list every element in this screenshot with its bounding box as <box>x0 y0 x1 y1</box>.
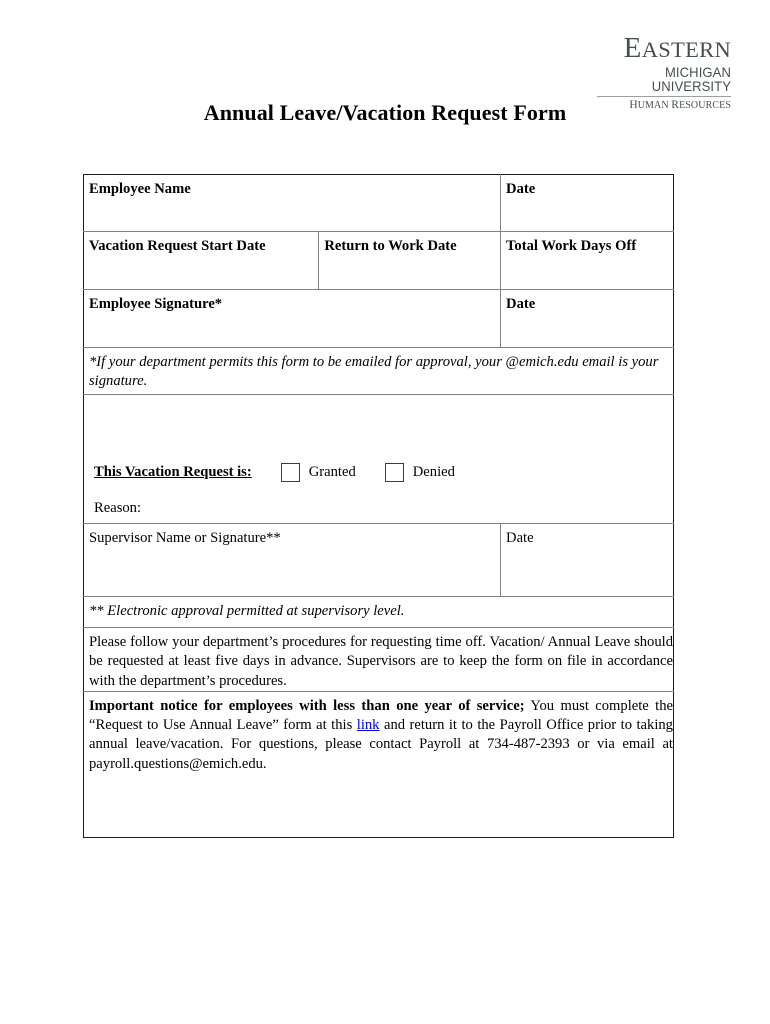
label-granted: Granted <box>308 464 356 481</box>
vacation-request-status-row <box>94 463 455 482</box>
label-date: Date <box>506 530 534 546</box>
table-row-supervisor <box>84 524 674 597</box>
label-employee-name: Employee Name <box>89 181 191 197</box>
label-date: Date <box>506 181 536 197</box>
field-vacation-start-date[interactable] <box>84 232 319 290</box>
important-notice-part2: and return it to the Payroll Office prior to taking annual leave/vacation. For questions, please contact Payroll at 734-487-2393 or via email at payroll.questions@emich.edu. <box>89 717 673 772</box>
field-employee-name-date[interactable] <box>501 175 674 232</box>
procedures-paragraph-cell <box>84 628 674 692</box>
logo-human-resources-text: HUMAN RESOURCES <box>629 99 731 112</box>
table-row-employee-name <box>84 175 674 232</box>
table-row-important-notice <box>84 691 674 837</box>
field-employee-signature[interactable] <box>84 290 501 348</box>
label-reason: Reason: <box>94 500 142 516</box>
field-return-to-work-date[interactable] <box>319 232 501 290</box>
table-row-employee-signature <box>84 290 674 348</box>
table-row-supervisor-note <box>84 597 674 628</box>
note-electronic-approval <box>84 597 674 628</box>
important-notice-text <box>89 697 673 774</box>
field-total-work-days-off[interactable] <box>501 232 674 290</box>
field-employee-signature-date[interactable] <box>501 290 674 348</box>
table-row-signature-note <box>84 348 674 395</box>
label-total-work-days-off: Total Work Days Off <box>506 238 637 254</box>
label-employee-signature: Employee Signature* <box>89 296 223 312</box>
checkbox-granted[interactable] <box>281 463 300 482</box>
label-vacation-start-date: Vacation Request Start Date <box>89 238 266 254</box>
annual-leave-request-link[interactable]: link <box>356 717 380 733</box>
note-electronic-approval-text: ** Electronic approval permitted at supervisory level. <box>89 603 405 619</box>
page-title: Annual Leave/Vacation Request Form <box>203 100 567 125</box>
important-notice-part1: You must complete the “Request to Use Annual Leave” form at this <box>89 697 674 733</box>
table-row-dates <box>84 232 674 290</box>
label-return-to-work-date: Return to Work Date <box>324 238 457 254</box>
field-supervisor-signature[interactable] <box>84 524 501 597</box>
logo-michigan-university-text: MICHIGAN UNIVERSITY <box>651 65 731 94</box>
table-row-procedures-paragraph <box>84 628 674 692</box>
logo-divider-rule <box>597 96 731 97</box>
field-supervisor-date[interactable] <box>501 524 674 597</box>
procedures-paragraph-text: Please follow your department’s procedures for requesting time off. Vacation/ Annual Leave should be requested at least five days in advance. Supervisors are to keep the form on file in accordance with the department’s procedures. <box>89 634 673 689</box>
label-date: Date <box>506 296 536 312</box>
checkbox-denied[interactable] <box>385 463 404 482</box>
logo-eastern-text: EASTERN <box>623 32 731 64</box>
approval-section <box>84 395 674 524</box>
label-this-vacation-request-is: This Vacation Request is: <box>94 464 252 481</box>
label-supervisor-signature: Supervisor Name or Signature** <box>89 530 281 546</box>
field-employee-name[interactable] <box>84 175 501 232</box>
note-email-signature <box>84 348 674 395</box>
note-email-signature-text: *If your department permits this form to be emailed for approval, your @emich.edu email is your signature. <box>89 354 659 389</box>
label-denied: Denied <box>412 464 455 481</box>
field-reason[interactable] <box>94 499 141 518</box>
table-row-approval <box>84 395 674 524</box>
important-notice-cell <box>84 691 674 837</box>
leave-request-form-table <box>83 174 674 838</box>
important-notice-lead: Important notice for employees with less than one year of service; <box>89 697 525 714</box>
